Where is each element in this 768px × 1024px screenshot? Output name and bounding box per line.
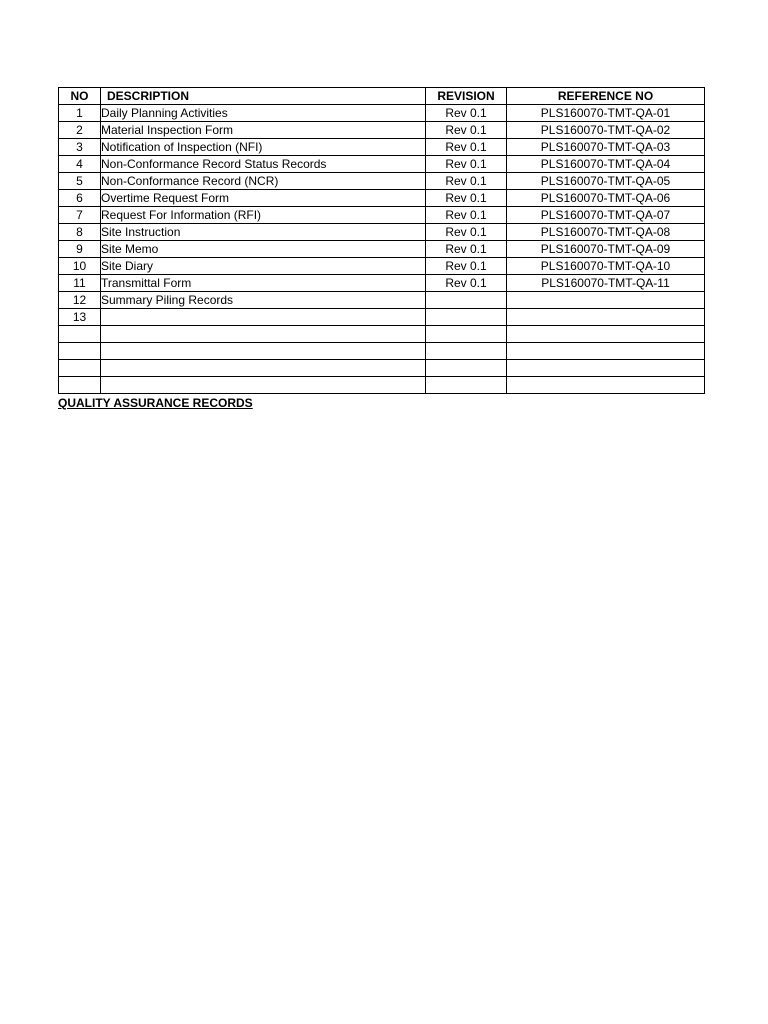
description-cell: Transmittal Form — [101, 275, 426, 292]
reference-cell — [507, 343, 705, 360]
description-cell: Site Diary — [101, 258, 426, 275]
table-row — [59, 207, 705, 224]
revision-cell: Rev 0.1 — [426, 122, 507, 139]
reference-cell — [507, 360, 705, 377]
reference-cell: PLS160070-TMT-QA-05 — [507, 173, 705, 190]
row-number-cell — [59, 360, 101, 377]
reference-cell: PLS160070-TMT-QA-11 — [507, 275, 705, 292]
reference-cell: PLS160070-TMT-QA-10 — [507, 258, 705, 275]
revision-cell — [426, 309, 507, 326]
revision-cell: Rev 0.1 — [426, 156, 507, 173]
reference-cell: PLS160070-TMT-QA-09 — [507, 241, 705, 258]
header-no: NO — [59, 88, 101, 105]
table-row — [59, 122, 705, 139]
description-cell: Site Instruction — [101, 224, 426, 241]
description-cell: Daily Planning Activities — [101, 105, 426, 122]
revision-cell: Rev 0.1 — [426, 139, 507, 156]
row-number-cell: 4 — [59, 156, 101, 173]
table-row — [59, 190, 705, 207]
row-number-cell: 10 — [59, 258, 101, 275]
header-revision: REVISION — [426, 88, 507, 105]
description-cell — [101, 309, 426, 326]
row-number-cell: 13 — [59, 309, 101, 326]
table-row — [59, 343, 705, 360]
revision-cell: Rev 0.1 — [426, 190, 507, 207]
description-cell: Non-Conformance Record Status Records — [101, 156, 426, 173]
description-cell: Overtime Request Form — [101, 190, 426, 207]
table-row — [59, 326, 705, 343]
document-caption: QUALITY ASSURANCE RECORDS — [58, 396, 253, 410]
description-cell: Non-Conformance Record (NCR) — [101, 173, 426, 190]
revision-cell: Rev 0.1 — [426, 105, 507, 122]
revision-cell — [426, 360, 507, 377]
description-cell — [101, 343, 426, 360]
row-number-cell: 12 — [59, 292, 101, 309]
table-row — [59, 292, 705, 309]
reference-cell: PLS160070-TMT-QA-07 — [507, 207, 705, 224]
table-row — [59, 173, 705, 190]
table-row — [59, 156, 705, 173]
table-row — [59, 258, 705, 275]
reference-cell: PLS160070-TMT-QA-06 — [507, 190, 705, 207]
table-row — [59, 139, 705, 156]
row-number-cell: 8 — [59, 224, 101, 241]
description-cell: Material Inspection Form — [101, 122, 426, 139]
reference-cell: PLS160070-TMT-QA-02 — [507, 122, 705, 139]
records-table — [58, 87, 705, 394]
table-row — [59, 309, 705, 326]
row-number-cell: 11 — [59, 275, 101, 292]
table-row — [59, 224, 705, 241]
table-row — [59, 377, 705, 394]
row-number-cell: 7 — [59, 207, 101, 224]
description-cell: Request For Information (RFI) — [101, 207, 426, 224]
revision-cell — [426, 292, 507, 309]
row-number-cell: 2 — [59, 122, 101, 139]
row-number-cell: 9 — [59, 241, 101, 258]
revision-cell: Rev 0.1 — [426, 173, 507, 190]
revision-cell: Rev 0.1 — [426, 241, 507, 258]
reference-cell — [507, 309, 705, 326]
description-cell: Site Memo — [101, 241, 426, 258]
table-row — [59, 105, 705, 122]
table-row — [59, 241, 705, 258]
description-cell: Notification of Inspection (NFI) — [101, 139, 426, 156]
row-number-cell: 5 — [59, 173, 101, 190]
row-number-cell — [59, 343, 101, 360]
header-reference: REFERENCE NO — [507, 88, 705, 105]
table-row — [59, 275, 705, 292]
description-cell — [101, 360, 426, 377]
table-body — [59, 105, 705, 394]
document-sheet — [58, 87, 704, 410]
revision-cell — [426, 343, 507, 360]
row-number-cell: 6 — [59, 190, 101, 207]
row-number-cell — [59, 377, 101, 394]
row-number-cell — [59, 326, 101, 343]
row-number-cell: 1 — [59, 105, 101, 122]
reference-cell: PLS160070-TMT-QA-04 — [507, 156, 705, 173]
description-cell — [101, 377, 426, 394]
reference-cell — [507, 292, 705, 309]
revision-cell: Rev 0.1 — [426, 207, 507, 224]
header-description: DESCRIPTION — [101, 88, 426, 105]
table-header-row — [59, 88, 705, 105]
description-cell: Summary Piling Records — [101, 292, 426, 309]
reference-cell — [507, 377, 705, 394]
reference-cell: PLS160070-TMT-QA-03 — [507, 139, 705, 156]
revision-cell: Rev 0.1 — [426, 224, 507, 241]
reference-cell — [507, 326, 705, 343]
revision-cell — [426, 326, 507, 343]
revision-cell: Rev 0.1 — [426, 258, 507, 275]
row-number-cell: 3 — [59, 139, 101, 156]
table-row — [59, 360, 705, 377]
revision-cell — [426, 377, 507, 394]
reference-cell: PLS160070-TMT-QA-08 — [507, 224, 705, 241]
revision-cell: Rev 0.1 — [426, 275, 507, 292]
description-cell — [101, 326, 426, 343]
reference-cell: PLS160070-TMT-QA-01 — [507, 105, 705, 122]
